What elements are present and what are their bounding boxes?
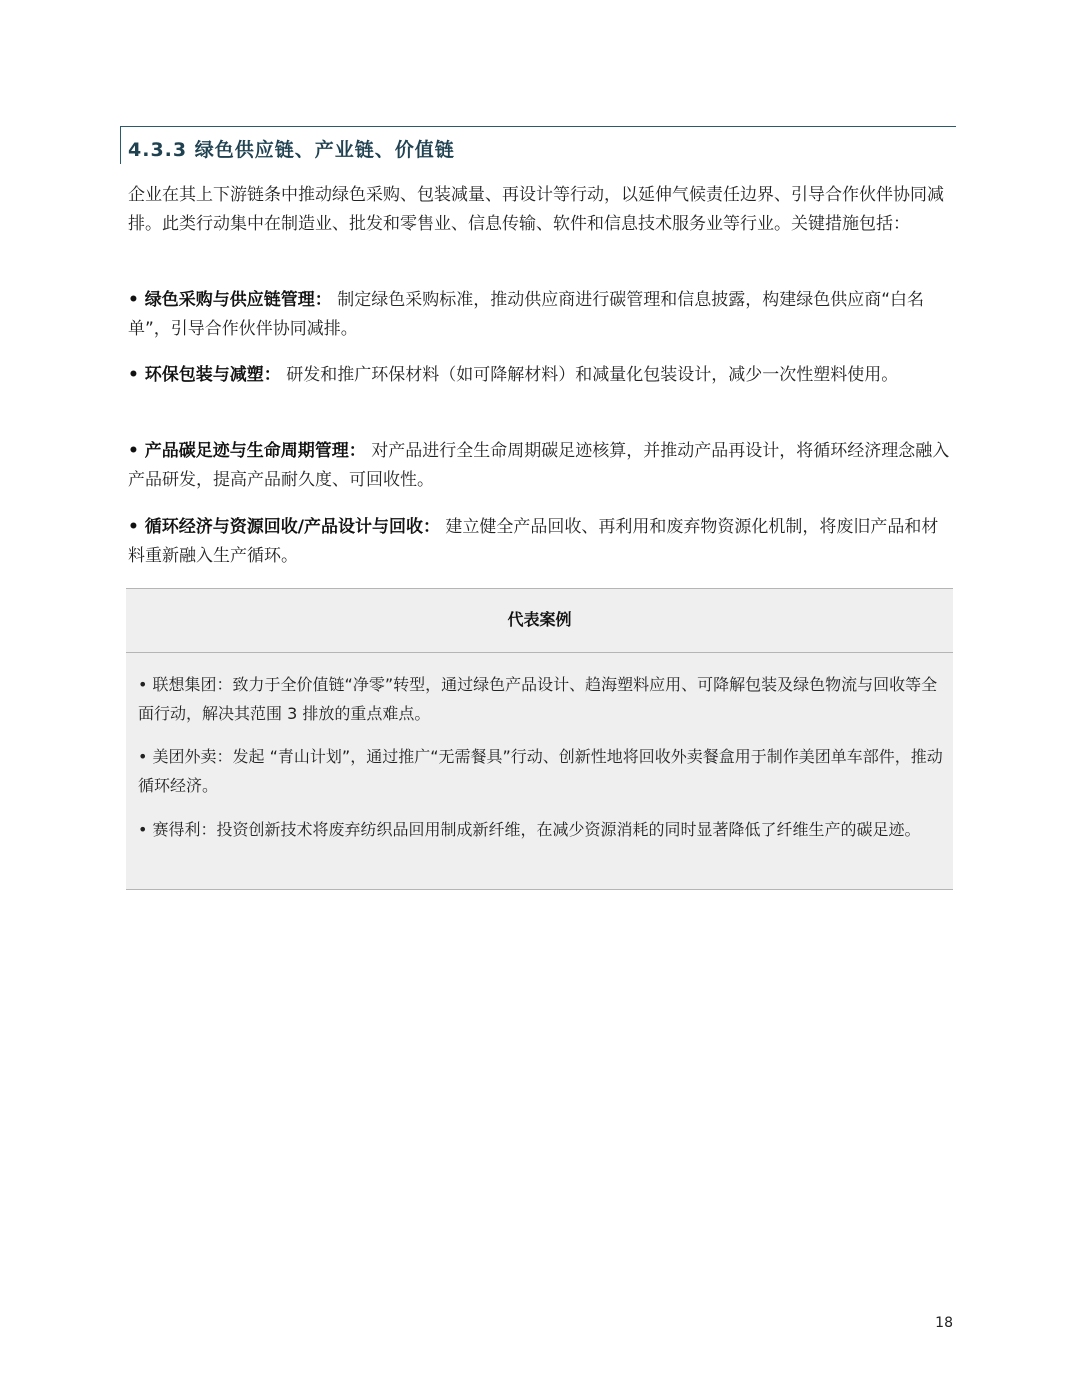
case-item: • 联想集团：致力于全价值链“净零”转型，通过绿色产品设计、趋海塑料应用、可降解包装及绿色物流与回收等全面行动，解决其范围 3 排放的重点难点。 bbox=[138, 675, 938, 723]
measure-text: 对产品进行全生命周期碳足迹核算，并推动产品再设计，将循环经济理念融入产品研发，提高产品耐久度、可回收性。 bbox=[128, 441, 950, 490]
measure-item bbox=[128, 286, 950, 344]
case-item: • 美团外卖：发起 “青山计划”，通过推广“无需餐具”行动、创新性地将回收外卖餐盒用于制作美团单车部件，推动循环经济。 bbox=[138, 747, 943, 795]
case-study-title: 代表案例 bbox=[126, 589, 953, 653]
measure-item bbox=[128, 437, 950, 495]
measure-text: 研发和推广环保材料（如可降解材料）和减量化包装设计，减少一次性塑料使用。 bbox=[280, 365, 899, 385]
intro-paragraph: 企业在其上下游链条中推动绿色采购、包装减量、再设计等行动，以延伸气候责任边界、引导合作伙伴协同减排。此类行动集中在制造业、批发和零售业、信息传输、软件和信息技术服务业等行业。关键措施包括： bbox=[128, 185, 944, 234]
measure-text: 建立健全产品回收、再利用和废弃物资源化机制，将废旧产品和材料重新融入生产循环。 bbox=[128, 517, 939, 566]
case-study-box bbox=[126, 588, 953, 890]
section-heading: 4.3.3 绿色供应链、产业链、价值链 bbox=[128, 139, 455, 161]
measure-label: • 循环经济与资源回收/产品设计与回收： bbox=[128, 517, 440, 537]
measure-item bbox=[128, 361, 950, 390]
case-item: • 赛得利：投资创新技术将废弃纺织品回用制成新纤维，在减少资源消耗的同时显著降低了纤维生产的碳足迹。 bbox=[138, 820, 921, 839]
measure-label: • 绿色采购与供应链管理： bbox=[128, 290, 332, 310]
section-heading-frame bbox=[120, 126, 956, 164]
measure-label: • 环保包装与减塑： bbox=[128, 365, 281, 385]
measure-text: 制定绿色采购标准，推动供应商进行碳管理和信息披露，构建绿色供应商“白名单”，引导合作伙伴协同减排。 bbox=[128, 290, 925, 339]
measure-label: • 产品碳足迹与生命周期管理： bbox=[128, 441, 366, 461]
page-number: 18 bbox=[935, 1315, 953, 1331]
measure-item bbox=[128, 513, 950, 571]
